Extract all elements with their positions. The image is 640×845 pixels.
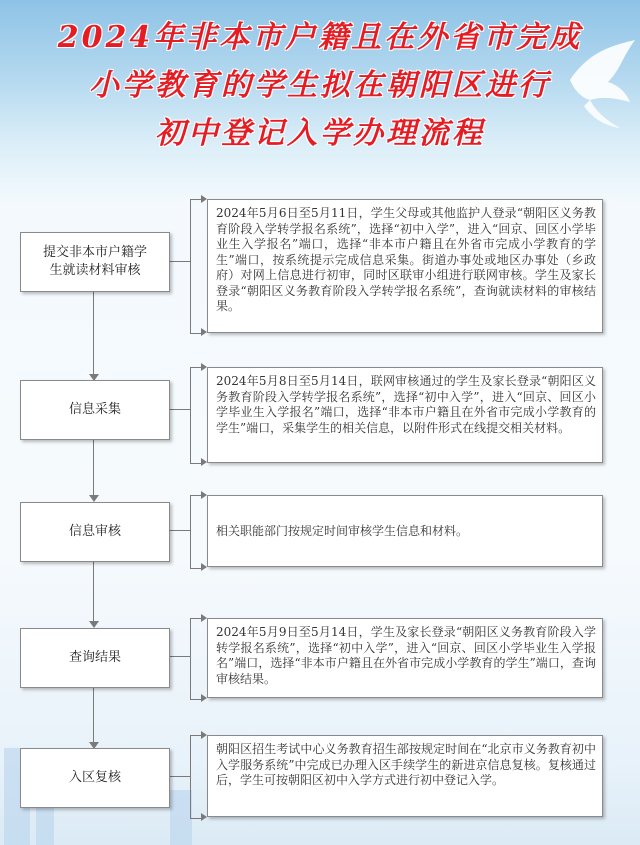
arrow-down-icon xyxy=(89,495,99,502)
step-label: 提交非本市户籍学生就读材料审核 xyxy=(42,245,147,278)
page-title xyxy=(0,14,640,158)
step-box-info-collection xyxy=(20,380,170,440)
step-description-text: 朝阳区招生考试中心义务教育招生部按规定时间在“北京市义务教育初中入学服务系统”中完成已办理入区手续学生的新进京信息复核。复核通过后，学生可按朝阳区初中入学方式进行初中登记入学。 xyxy=(216,742,596,787)
connector-bracket xyxy=(190,495,201,569)
connector-line xyxy=(168,409,190,410)
title-line-1: 2024年非本市户籍且在外省市完成 xyxy=(57,20,583,55)
step-label: 信息采集 xyxy=(68,402,121,417)
step-label: 信息审核 xyxy=(68,524,121,539)
step-description-info-review xyxy=(207,495,603,567)
step-description-text: 2024年5月9日至5月14日，学生及家长登录“朝阳区义务教育阶段入学转学报名系统”，选择“初中入学”，进入“回京、回区小学毕业生入学报名”端口，选择“非本市户籍且在外省市完成小学教育的学生”端口，查询审核结果。 xyxy=(216,625,596,686)
step-description-info-collection xyxy=(207,367,603,463)
title-line-3: 初中登记入学办理流程 xyxy=(155,116,485,151)
connector-bracket xyxy=(190,199,201,334)
flow-connector xyxy=(93,290,94,374)
background-building xyxy=(170,790,192,845)
step-label: 查询结果 xyxy=(68,650,121,665)
step-box-district-recheck xyxy=(20,748,170,808)
connector-bracket xyxy=(190,367,201,464)
step-box-submit-materials xyxy=(20,232,170,292)
step-box-query-result xyxy=(20,628,170,688)
connector-line xyxy=(168,776,190,777)
step-label: 入区复核 xyxy=(68,770,121,785)
connector-line xyxy=(168,530,190,531)
flow-connector xyxy=(93,561,94,621)
arrow-down-icon xyxy=(89,621,99,628)
step-description-text: 相关职能部门按规定时间审核学生信息和材料。 xyxy=(216,524,469,539)
step-box-info-review xyxy=(20,502,170,562)
step-description-submit-materials xyxy=(207,199,603,333)
connector-bracket xyxy=(190,735,201,819)
flow-connector xyxy=(93,440,94,495)
connector-line xyxy=(168,261,190,262)
flow-connector xyxy=(93,687,94,742)
step-description-text: 2024年5月6日至5月11日，学生父母或其他监护人登录“朝阳区义务教育阶段入学转学报名系统”，选择“初中入学”，进入“回京、回区小学毕业生入学报名”端口，选择“非本市户籍且在外省市完成小学教育的学生”端口，按系统提示完成信息采集。街道办事处或地区办事处（乡政府）对网上信息进行初审，同时区联审小组进行联网审核。学生及家长登录“朝阳区义务教育阶段入学转学报名系统”，查询就读材料的审核结果。 xyxy=(216,206,596,313)
step-description-query-result xyxy=(207,618,603,698)
connector-bracket xyxy=(190,618,201,700)
title-line-2: 小学教育的学生拟在朝阳区进行 xyxy=(89,68,551,103)
connector-line xyxy=(168,656,190,657)
step-description-text: 2024年5月8日至5月14日，联网审核通过的学生及家长登录“朝阳区义务教育阶段入学转学报名系统”，选择“初中入学”，进入“回京、回区小学毕业生入学报名”端口，选择“非本市户籍且在外省市完成小学教育的学生”端口，采集学生的相关信息，以附件形式在线提交相关材料。 xyxy=(216,374,596,435)
step-description-district-recheck xyxy=(207,735,603,817)
